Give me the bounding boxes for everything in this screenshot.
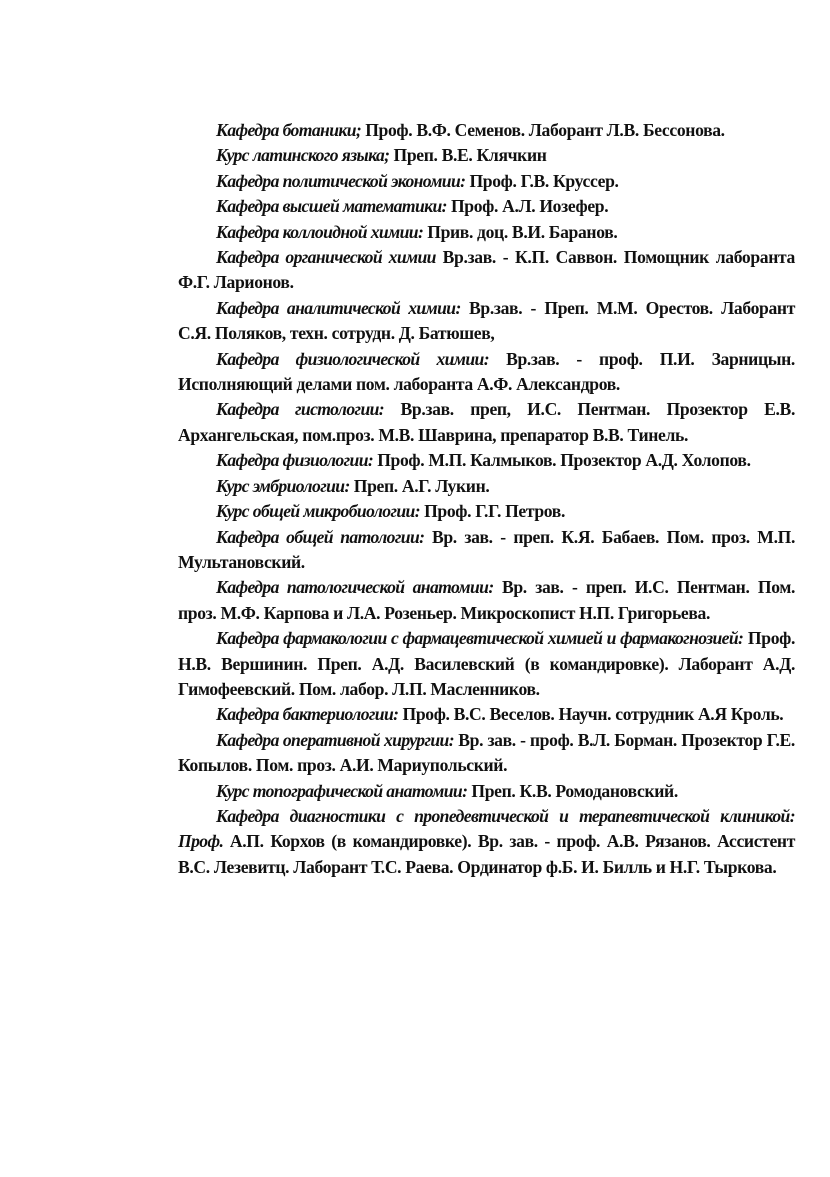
staff-text: А.П. Корхов (в командировке). Вр. зав. - проф. А.В. Рязанов. Ассистент В.С. Лезевитц. Лаборант Т.С. Раева. Ординатор ф.Б. И. Билль и Н.Г. Тыркова. <box>178 831 795 877</box>
document-page <box>178 118 795 880</box>
staff-text: Проф. В.С. Веселов. Научн. сотрудник А.Я Кроль. <box>398 704 784 725</box>
staff-text: Преп. К.В. Ромодановский. <box>467 780 678 801</box>
entry-bacteriology <box>178 702 795 727</box>
department-name: Курс топографической анатомии: <box>216 780 468 801</box>
staff-text: Прив. доц. В.И. Баранов. <box>423 221 618 242</box>
department-name: Кафедра физиологической химии: <box>216 348 489 369</box>
department-name: Кафедра политической экономии: <box>216 170 466 191</box>
department-name: Кафедра коллоидной химии: <box>216 221 424 242</box>
staff-text: Вр. зав. - преп. И.С. Пентман. Пом. проз. М.Ф. Карпова и Л.А. Розеньер. Микроскопист Н.П. Григорьева. <box>178 577 796 623</box>
staff-text: Проф. Г.В. Круссер. <box>465 170 619 191</box>
staff-text: Проф. В.Ф. Семенов. Лаборант Л.В. Бессонова. <box>361 120 725 140</box>
department-name: Кафедра аналитической химии: <box>216 297 461 318</box>
department-name: Курс латинского языка; <box>216 145 390 166</box>
staff-text: Вр.зав. преп, И.С. Пентман. Прозектор Е.В. Архангельская, пом.проз. М.В. Шаврина, препаратор В.В. Тинель. <box>178 399 795 445</box>
entry-political-economy <box>178 169 795 194</box>
entry-embryology <box>178 474 795 499</box>
department-name: Кафедра органической химии <box>216 247 436 268</box>
entry-organic-chemistry <box>178 245 795 296</box>
staff-text: Преп. А.Г. Лукин. <box>349 475 490 496</box>
department-name: Кафедра ботаники; <box>216 120 362 140</box>
entry-general-pathology <box>178 525 795 576</box>
department-name: Кафедра гистологии: <box>216 399 385 420</box>
department-name: Кафедра патологической анатомии: <box>216 577 494 598</box>
department-name: Кафедра физиологии: <box>216 450 374 471</box>
department-name: Кафедра оперативной хирургии: <box>216 729 454 750</box>
entry-higher-math <box>178 194 795 219</box>
entry-topographic-anatomy <box>178 779 795 804</box>
staff-text: Вр.зав. - проф. П.И. Зарницын. Исполняющий делами пом. лаборанта А.Ф. Александров. <box>178 348 795 395</box>
staff-text: Вр. зав. - преп. К.Я. Бабаев. Пом. проз. М.П. Мультановский. <box>178 526 795 572</box>
staff-text: Вр.зав. - Преп. М.М. Орестов. Лаборант С.Я. Поляков, техн. сотрудн. Д. Батюшев, <box>178 297 795 344</box>
staff-text: Вр. зав. - проф. В.Л. Борман. Прозектор Г.Е. Копылов. Пом. проз. А.И. Мариупольский. <box>178 729 795 776</box>
department-name: Курс общей микробиологии: <box>216 501 421 522</box>
department-name: Кафедра бактериологии: <box>216 704 399 725</box>
entry-microbiology <box>178 499 795 524</box>
entry-physiological-chemistry <box>178 347 795 398</box>
entry-analytical-chemistry <box>178 296 795 347</box>
department-name: Кафедра фармакологии с фармацевтической химией и фармакогнозией: <box>216 628 744 649</box>
department-name: Кафедра высшей математики: <box>216 196 447 217</box>
entry-botany <box>178 118 795 143</box>
staff-text: Проф. А.Л. Иозефер. <box>446 196 609 217</box>
entry-physiology <box>178 448 795 473</box>
department-name: Кафедра диагностики с пропедевтической и терапевтической клиникой: Проф. <box>178 805 795 852</box>
staff-text: Проф. Н.В. Вершинин. Преп. А.Д. Василевский (в командировке). Лаборант А.Д. Гимофеевский. Пом. лабор. Л.П. Масленников. <box>178 628 796 699</box>
staff-text: Вр.зав. - К.П. Саввон. Помощник лаборанта Ф.Г. Ларионов. <box>178 247 795 293</box>
entry-operative-surgery <box>178 728 795 779</box>
entry-diagnostics <box>178 804 795 880</box>
staff-text: Проф. Г.Г. Петров. <box>420 501 566 522</box>
staff-text: Преп. В.Е. Клячкин <box>389 145 547 166</box>
staff-text: Проф. М.П. Калмыков. Прозектор А.Д. Холопов. <box>373 450 751 471</box>
entry-pharmacology <box>178 626 795 702</box>
entry-histology <box>178 397 795 448</box>
entry-colloid-chemistry <box>178 220 795 245</box>
entry-pathological-anatomy <box>178 575 795 626</box>
entry-latin <box>178 143 795 168</box>
department-name: Кафедра общей патологии: <box>216 526 425 547</box>
department-name: Курс эмбриологии: <box>216 475 350 496</box>
